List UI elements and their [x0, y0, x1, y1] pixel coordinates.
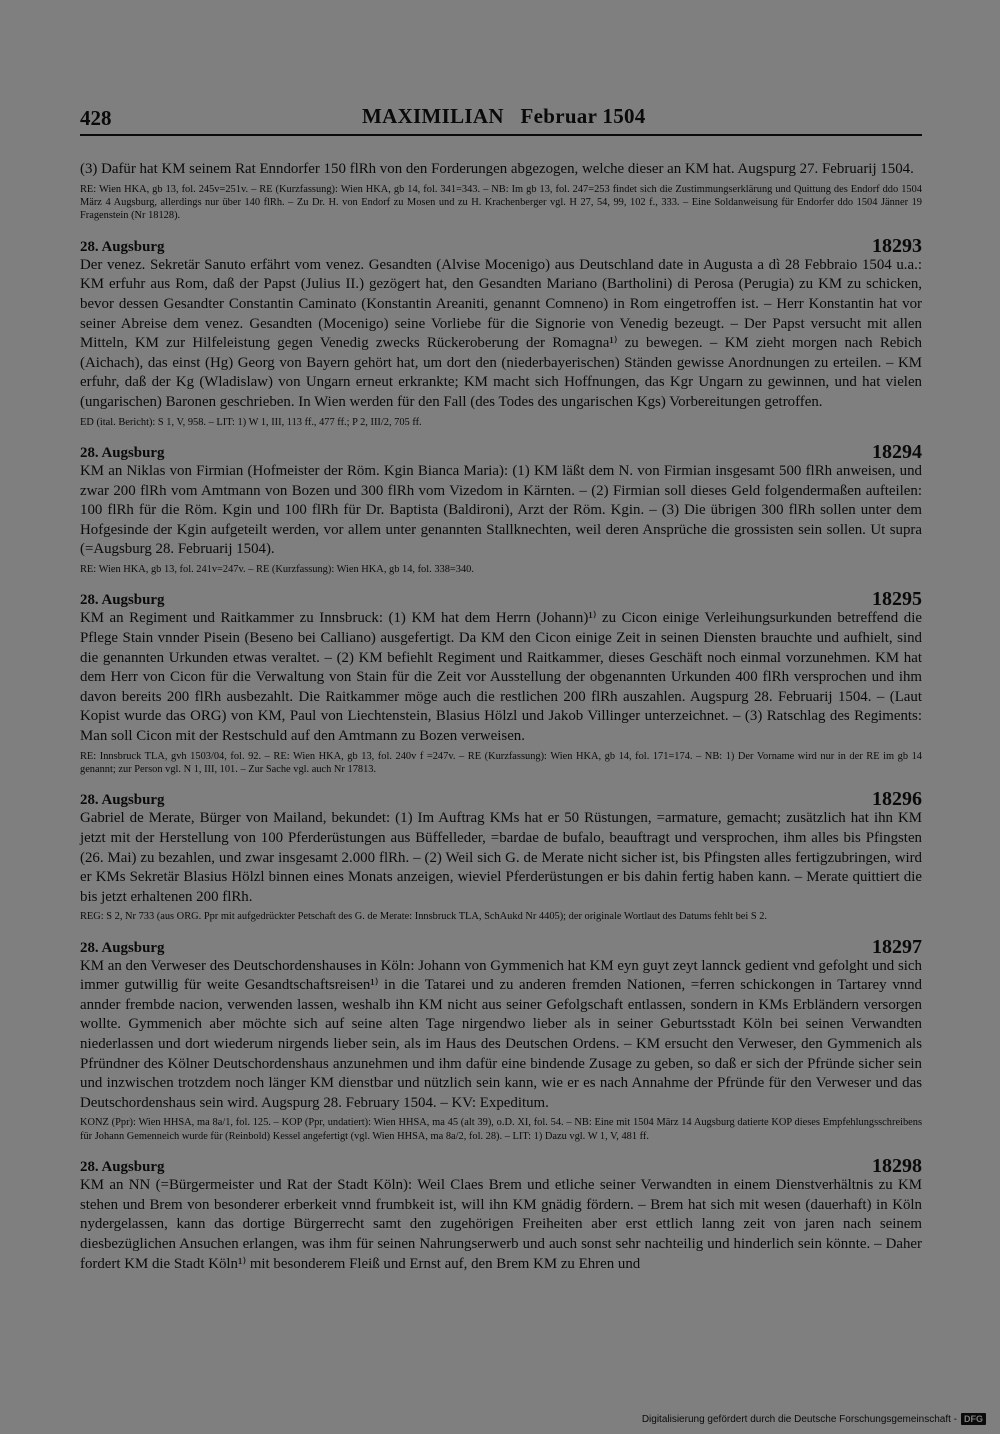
entry-note: REG: S 2, Nr 733 (aus ORG. Ppr mit aufgedrückter Petschaft des G. de Merate: Innsbruck TLA, SchAukd Nr 4405); der originale Wortlaut des Datums fehlt bei S 2.: [80, 911, 768, 923]
entry-place: 28. Augsburg: [80, 592, 165, 609]
entry-text: Der venez. Sekretär Sanuto erfährt vom venez. Gesandten (Alvise Mocenigo) aus Deutschland date in Augusta a dì 28 Febbraio 1504 u.a.: KM erfuhr aus Rom, daß der Papst (Julius II.) gezögert hat, den Gesandten Mariano (Bartholini) di Perosa (Perugia) zu KM zu schicken, bevor dessen Gesandter Constantin Caminato (Konstantin Areaniti, genannt Comneno) in Rom eingetroffen ist. – Herr Konstantin hat vor seiner Abreise dem venez. Gesandten (Mocenigo) seine Vorliebe für die Signorie von Venedig bezeugt. – Der Papst versucht mit allen Mitteln, KM zur Hilfeleistung gegen Venedig zwecks Rückeroberung der Romagna¹⁾ zu bewegen. – KM zieht morgen nach Rebich (Aichach), das einst (Hg) Georg von Bayern gehört hat, um dort den (niederbayerischen) Ständen gewisse Anordnungen zu erteilen. – KM erfuhr, daß der Kg (Wladislaw) von Ungarn erneut erkrankte; KM macht sich Hoffnungen, das Kgr Ungarn zu gewinnen, und hat vielen (ungarischen) Baronen geschrieben. In Wien werden für den Fall (des Todes des ungarischen Kgs) Vorbereitungen getroffen.: [80, 256, 922, 410]
entry-heading: [80, 935, 922, 957]
header-rule: [80, 134, 922, 136]
entry-18296: [80, 787, 922, 923]
footer-text: Digitalisierung gefördert durch die Deutsche Forschungsgemeinschaft -: [641, 1413, 957, 1425]
intro-text: (3) Dafür hat KM seinem Rat Enndorfer 150 flRh von den Forderungen abgezogen, welche dieser an KM hat. Augspurg 27. Februarij 1504.: [80, 161, 914, 177]
entry-number: 18293: [872, 234, 922, 257]
entry-place: 28. Augsburg: [80, 792, 165, 809]
entry-place: 28. Augsburg: [80, 444, 165, 461]
entry-note: ED (ital. Bericht): S 1, V, 958. – LIT: 1) W 1, III, 113 ff., 477 ff.; P 2, III/2, 705 ff.: [80, 416, 422, 428]
entry-number: 18294: [872, 440, 922, 463]
entry-note: KONZ (Ppr): Wien HHSA, ma 8a/1, fol. 125. – KOP (Ppr, undatiert): Wien HHSA, ma 45 (alt 39), o.D. XI, fol. 54. – NB: Eine mit 1504 März 14 Augsburg datierte KOP dieses Empfehlungsschreibens für Johann Gemenneich wurde für (Reinbold) Kessel angefertigt (vgl. Wien HHSA, ma 8a/2, fol. 28). – LIT: 1) Dazu vgl. W 1, V, 481 ff.: [80, 1117, 922, 1142]
entry-place: 28. Augsburg: [80, 939, 165, 956]
entry-text: KM an Niklas von Firmian (Hofmeister der Röm. Kgin Bianca Maria): (1) KM läßt dem N. von Firmian insgesamt 500 flRh anweisen, und zwar 200 flRh vom Amtmann von Bozen und 300 flRh vom Vizedom in Kärnten. – (2) Firmian soll dieses Geld folgendermaßen aufteilen: 100 flRh für die Röm. Kgin und 100 flRh für Dr. Baptista (Baldironi), Arzt der Röm. Kgin. – (3) Die übrigen 300 flRh sollen unter dem Hofgesinde der Kgin aufgeteilt werden, vor allem unter genannten Stallknechten, weil deren Ansprüche die grossisten sein sollen. Ut supra (=Augsburg 28. Februarij 1504).: [80, 462, 922, 558]
entry-heading: [80, 1154, 922, 1176]
entry-18297: [80, 935, 922, 1144]
entry-number: 18295: [872, 588, 922, 611]
intro-block: [80, 160, 922, 223]
entry-place: 28. Augsburg: [80, 238, 165, 255]
entry-heading: [80, 440, 922, 462]
entry-heading: [80, 234, 922, 256]
entry-text: KM an den Verweser des Deutschordenshauses in Köln: Johann von Gymmenich hat KM eyn guyt zeyt lannck gedient vnd gefolght und sich immer gutwillig für weite Gesandtschaftsreisen¹⁾ in die Tatarei und zu anderen fremden Nationen, =ferren schickongen in Tartarey vnnd annder frembde nacion, verwenden lassen, weshalb ihn KM nicht aus seiner Gefolgschaft entlassen, sondern in KMs Erbländern versorgen wollte. Gymmenich aber möchte sich auf seine alten Tage nirgendwo lieber als in seiner Geburtsstadt Köln bei seinen Verwandten niederlassen und dort wiederum nirgends lieber sein, als im Haus des Deutschen Ordens. – KM ersucht den Verweser, den Gymmenich als Pfründner des Kölner Deutschordenshaus anzunehmen und ihm dafür eine bindende Zusage zu geben, so daß er sich der Pfründe sicher sein und inzwischen trotzdem noch länger KM dienstbar und nützlich sein kann, wie er es nach Annahme der Pfründe für den Verweser und das Deutschordenshaus sein wird. Augspurg 28. February 1504. – KV: Expeditum.: [80, 957, 922, 1111]
page-number: 428: [80, 106, 112, 130]
entry-18298: [80, 1154, 922, 1274]
entry-number: 18297: [872, 935, 922, 958]
entry-18295: [80, 587, 922, 776]
entry-heading: [80, 787, 922, 809]
footer-credit: [642, 1413, 986, 1425]
page-header: [80, 106, 922, 140]
intro-note: RE: Wien HKA, gb 13, fol. 245v=251v. – RE (Kurzfassung): Wien HKA, gb 14, fol. 341=343. – NB: Im gb 13, fol. 247=253 findet sich die Zustimmungserklärung und Quittung des Endorf ddo 1504 März 4 Augsburg, allerdings nur über 140 flRh. – Zu Dr. H. von Endorf zu Mosen und zu H. Krachenberger vgl. H 27, 54, 99, 102 f., 333. – Eine Soldanweisung für Endorfer ddo 1504 Jänner 19 Fragenstein (Nr 18128).: [80, 183, 922, 222]
entry-18294: [80, 440, 922, 576]
entry-note: RE: Wien HKA, gb 13, fol. 241v=247v. – RE (Kurzfassung): Wien HKA, gb 14, fol. 338=340.: [80, 563, 474, 575]
entry-heading: [80, 587, 922, 609]
entry-18293: [80, 234, 922, 429]
entry-text: KM an NN (=Bürgermeister und Rat der Stadt Köln): Weil Claes Brem und etliche seiner Verwandten in einem Dienstverhältnis zu KM stehen und Brem von besonderer erberkeit vnnd frumbkeit ist, will ihn KM gnädig fördern. – Brem hat sich mit wesen (dauerhaft) in Köln nydergelassen, kann das dortige Bürgerrecht samt den zugehörigen Freiheiten aber erst ettlich lanng zeit von jaren nach seinem diesbezüglichen Ansuchen erlangen, was ihm für seinen Nahrungserwerb und auch sonst sehr nachteilig und hinderlich sein könnte. – Daher fordert KM die Stadt Köln¹⁾ mit besonderem Fleiß und Ernst auf, den Brem KM zu Ehren und: [80, 1177, 922, 1272]
entry-place: 28. Augsburg: [80, 1159, 165, 1176]
running-title: MAXIMILIAN Februar 1504: [362, 104, 646, 128]
entry-text: Gabriel de Merate, Bürger von Mailand, bekundet: (1) Im Auftrag KMs hat er 50 Rüstungen, =armature, gemacht; zusätzlich hat ihn KM jetzt mit der Herstellung von 100 Pferderüstungen aus Büffelleder, =bardae de bufalo, beauftragt und versprochen, ihm alles bis Pfingsten (26. Mai) zu bezahlen, und zwar insgesamt 2.000 flRh. – (2) Weil sich G. de Merate nicht sicher ist, bis Pfingsten alles fertigzubringen, wird er KMs Sekretär Blasius Hölzl binnen eines Monats anzeigen, wieviel Pferderüstungen er bis dahin fertig haben kann. – Merate quittiert die bis jetzt erhaltenen 200 flRh.: [80, 810, 922, 905]
entry-number: 18298: [872, 1155, 922, 1178]
entry-text: KM an Regiment und Raitkammer zu Innsbruck: (1) KM hat dem Herrn (Johann)¹⁾ zu Cicon einige Verleihungsurkunden betreffend die Pflege Stain vnnder Pisein (Beseno bei Calliano) ausgefertigt. Da KM den Cicon einige Zeit in seinen Diensten brauchte und aufhielt, sind die genannten Urkunden etwas veraltet. – (2) KM befiehlt Regiment und Raitkammer, dieses Geschäft noch einmal vorzunehmen. KM hat dem Herr von Cicon für die Verwaltung von Stain für die Zeit vor Ausstellung der obgenannten Urkunden 400 flRh versprochen und ihm davon bereits 200 flRh ausbezahlt. Die Raitkammer möge auch die restlichen 200 flRh auszahlen. Augspurg 28. Februarij 1504. – (Laut Kopist wurde das ORG) von KM, Paul von Liechtenstein, Blasius Hölzl und Jakob Villinger unterzeichnet. – (3) Ratschlag des Regiments: Man soll Cicon mit der Restschuld auf den Amtmann zu Bozen verweisen.: [80, 610, 922, 744]
dfg-logo: DFG: [961, 1413, 986, 1425]
page-content: [80, 160, 922, 1274]
entry-note: RE: Innsbruck TLA, gvh 1503/04, fol. 92. – RE: Wien HKA, gb 13, fol. 240v f =247v. – RE (Kurzfassung): Wien HKA, gb 14, fol. 171=174. – NB: 1) Der Vorname wird nur in der RE im gb 14 genannt; zur Person vgl. N 1, III, 101. – Zur Sache vgl. auch Nr 17813.: [80, 750, 922, 775]
entry-number: 18296: [872, 788, 922, 811]
